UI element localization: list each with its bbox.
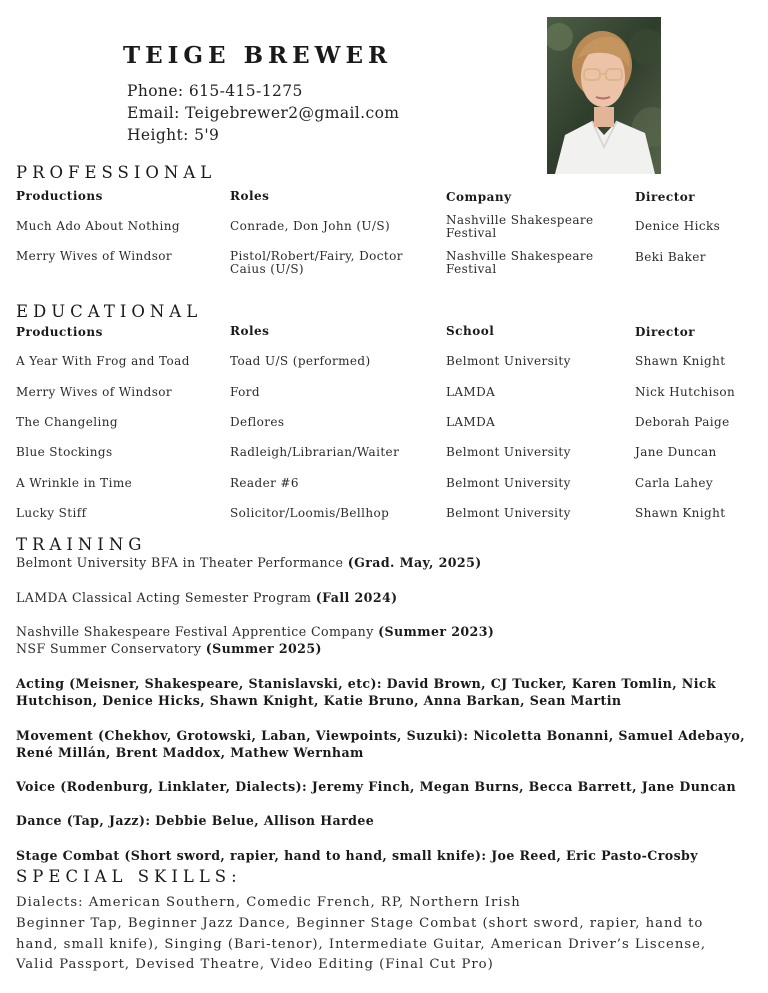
training-detail: Acting (Meisner, Shakespeare, Stanislavski, etc): David Brown, CJ Tucker, Karen Tomlin, Nick Hutchison, Denice Hicks, Shawn Knight, Katie Bruno, Anna Barkan, Sean Martin — [16, 676, 717, 708]
training-detail: Voice (Rodenburg, Linklater, Dialects): Jeremy Finch, Megan Burns, Becca Barrett, Jane Duncan — [16, 779, 736, 794]
table-cell: Nashville Shakespeare Festival — [446, 213, 594, 240]
column-header: Director — [635, 190, 696, 204]
table-cell: Belmont University — [446, 476, 571, 490]
resume-name: TEIGE BREWER — [123, 42, 393, 69]
special-skills-dialects: Dialects: American Southern, Comedic French, RP, Northern Irish — [16, 895, 521, 910]
training-text: Nashville Shakespeare Festival Apprentice Company — [16, 624, 379, 639]
special-skills-list: Beginner Tap, Beginner Jazz Dance, Beginner Stage Combat (short sword, rapier, hand to hand, small knife), Singing (Bari-tenor), Intermediate Guitar, American Driver’s Liscense, Valid Passport, Devised Theatre, Video Editing (Final Cut Pro) — [16, 916, 707, 972]
training-item — [16, 554, 756, 571]
table-cell: Ford — [230, 385, 260, 399]
table-cell: Shawn Knight — [635, 354, 726, 368]
column-header: Productions — [16, 325, 103, 339]
training-text: Belmont University BFA in Theater Performance — [16, 555, 348, 570]
contact-email: Email: Teigebrewer2@gmail.com — [127, 104, 400, 122]
table-cell: The Changeling — [16, 415, 118, 429]
contact-height: Height: 5'9 — [127, 126, 220, 144]
column-header: School — [446, 324, 495, 338]
column-header: Roles — [230, 189, 270, 203]
table-cell: A Year With Frog and Toad — [16, 354, 190, 368]
table-cell: LAMDA — [446, 415, 496, 429]
table-cell: Deborah Paige — [635, 415, 730, 429]
table-cell: Radleigh/Librarian/Waiter — [230, 445, 400, 459]
table-cell: Merry Wives of Windsor — [16, 249, 173, 263]
table-cell: Pistol/Robert/Fairy, Doctor Caius (U/S) — [230, 249, 403, 276]
table-cell: Conrade, Don John (U/S) — [230, 219, 391, 233]
column-header: Director — [635, 325, 696, 339]
training-item — [16, 675, 756, 709]
contact-phone: Phone: 615-415-1275 — [127, 82, 303, 100]
training-item — [16, 640, 756, 657]
table-cell: Shawn Knight — [635, 506, 726, 520]
table-cell: Deflores — [230, 415, 285, 429]
section-title-educational: EDUCATIONAL — [16, 302, 203, 321]
training-item — [16, 589, 756, 606]
table-cell: Belmont University — [446, 506, 571, 520]
table-cell: Toad U/S (performed) — [230, 354, 371, 368]
table-cell: LAMDA — [446, 385, 496, 399]
headshot-illustration — [547, 17, 661, 174]
training-detail: Stage Combat (Short sword, rapier, hand to hand, small knife): Joe Reed, Eric Pasto-Crosby — [16, 848, 698, 863]
table-cell: Much Ado About Nothing — [16, 219, 180, 233]
table-cell: Jane Duncan — [635, 445, 717, 459]
training-item — [16, 847, 756, 864]
section-title-professional: PROFESSIONAL — [16, 163, 217, 182]
table-cell: Belmont University — [446, 354, 571, 368]
training-item — [16, 623, 756, 640]
table-cell: Beki Baker — [635, 250, 706, 264]
headshot-photo — [547, 17, 661, 174]
section-title-training: TRAINING — [16, 535, 147, 554]
table-cell: A Wrinkle in Time — [16, 476, 133, 490]
section-title-special-skills: SPECIAL SKILLS: — [16, 867, 242, 886]
column-header: Roles — [230, 324, 270, 338]
training-detail: (Summer 2025) — [205, 641, 322, 656]
training-text: LAMDA Classical Acting Semester Program — [16, 590, 316, 605]
table-cell: Lucky Stiff — [16, 506, 87, 520]
table-cell: Denice Hicks — [635, 219, 721, 233]
table-cell: Reader #6 — [230, 476, 299, 490]
table-cell: Blue Stockings — [16, 445, 113, 459]
training-detail: (Grad. May, 2025) — [347, 555, 482, 570]
training-detail: Movement (Chekhov, Grotowski, Laban, Viewpoints, Suzuki): Nicoletta Bonanni, Samuel Adebayo, René Millán, Brent Maddox, Mathew Wernham — [16, 728, 745, 760]
table-cell: Nick Hutchison — [635, 385, 736, 399]
training-text: NSF Summer Conservatory — [16, 641, 206, 656]
training-detail: Dance (Tap, Jazz): Debbie Belue, Allison Hardee — [16, 813, 375, 828]
training-item — [16, 778, 756, 795]
table-cell: Belmont University — [446, 445, 571, 459]
table-cell: Nashville Shakespeare Festival — [446, 249, 594, 276]
column-header: Productions — [16, 189, 103, 203]
table-cell: Merry Wives of Windsor — [16, 385, 173, 399]
table-cell: Solicitor/Loomis/Bellhop — [230, 506, 390, 520]
table-cell: Carla Lahey — [635, 476, 714, 490]
training-item — [16, 727, 756, 761]
training-detail: (Summer 2023) — [378, 624, 495, 639]
column-header: Company — [446, 190, 512, 204]
training-item — [16, 812, 756, 829]
training-detail: (Fall 2024) — [315, 590, 398, 605]
